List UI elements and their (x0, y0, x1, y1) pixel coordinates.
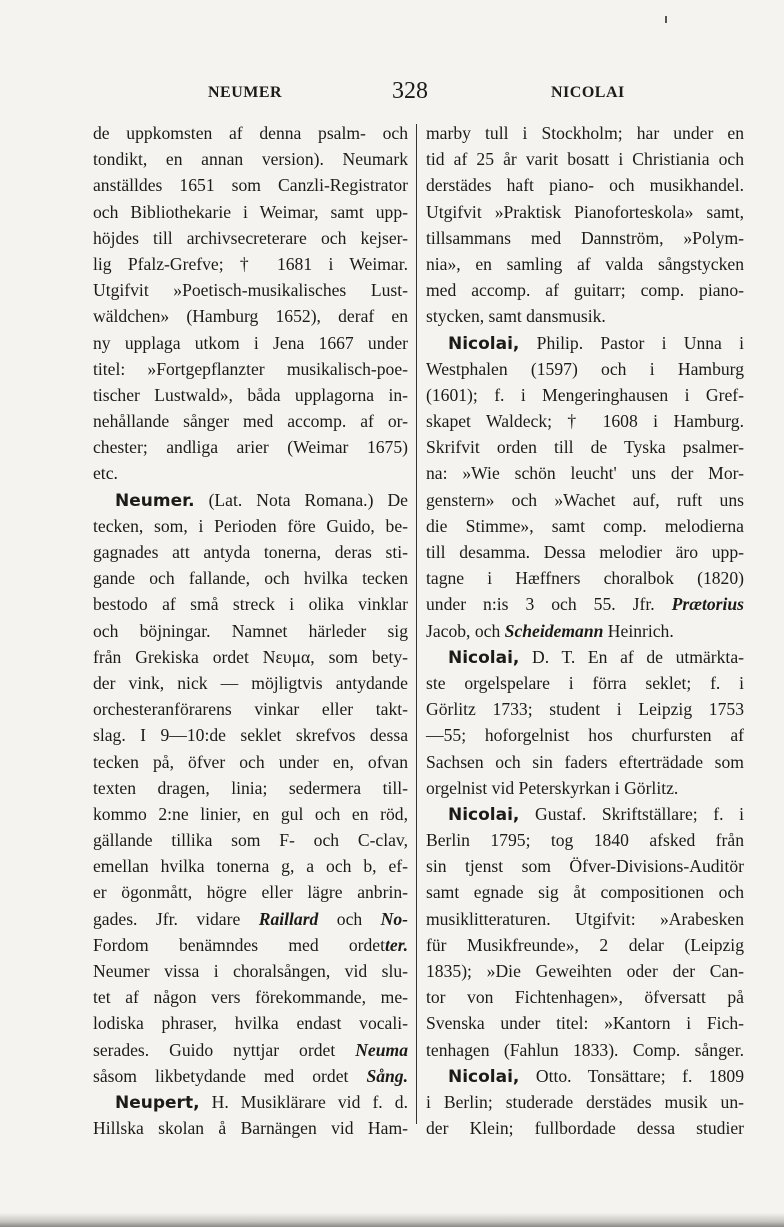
line-text: ny upplaga utkom i Jena 1667 under (93, 332, 408, 353)
text-line (93, 434, 408, 460)
line-text: under n:is 3 och 55. Jfr. (426, 594, 672, 615)
line-text: er ögonmått, högre eller lägre anbrin- (93, 882, 408, 903)
entry-headword: Neumer. (115, 490, 195, 511)
entry-first-line (426, 1063, 744, 1089)
text-line (93, 146, 408, 172)
line-text: i Berlin; studerade derstädes musik un- (426, 1091, 744, 1112)
line-text-continued: och (318, 908, 381, 929)
line-text: från Grekiska ordet Νευμα, som bety- (93, 646, 408, 667)
italic-reference: Neuma (355, 1039, 408, 1060)
line-text: lig Pfalz-Grefve; † 1681 i Weimar. (93, 253, 408, 274)
line-text: Fordom benämndes med ordet (93, 934, 386, 955)
line-text: (1601); f. i Mengeringhausen i Gref- (426, 384, 744, 405)
header-left-word: NEUMER (208, 84, 283, 101)
line-text: sin tjenst som Öfver-Divisions-Auditör (426, 856, 744, 877)
line-text: gande och fallande, och hvilka tecken (93, 568, 408, 589)
text-line (93, 618, 408, 644)
entry-headword: Neupert, (115, 1092, 200, 1113)
text-line (426, 225, 744, 251)
line-text: skapet Waldeck; † 1608 i Hamburg. (426, 411, 744, 432)
line-text: musiklitteraturen. Utgifvit: »Arabesken (426, 908, 744, 929)
text-line (426, 1037, 744, 1063)
page-edge-shadow (0, 1213, 784, 1227)
text-line (426, 277, 744, 303)
text-line (93, 513, 408, 539)
line-text: für Musikfreunde», 2 delar (Leipzig (426, 934, 744, 955)
text-line (93, 225, 408, 251)
line-text: tillsammans med Dannström, »Polym- (426, 227, 744, 248)
italic-reference: Prætorius (671, 594, 744, 615)
line-text: der vink, nick — möjligtvis antydande (93, 672, 408, 693)
text-line (426, 146, 744, 172)
line-text: med accomp. af guitarr; comp. piano- (426, 280, 744, 301)
line-text: H. Musiklärare vid f. d. (199, 1091, 408, 1112)
line-text: höjdes till archivsecreterare och kejser- (93, 227, 408, 248)
line-text: Berlin 1795; tog 1840 afsked från (426, 830, 744, 851)
line-text: till desamma. Dessa melodier äro upp- (426, 542, 744, 562)
line-text: die Stimme», samt comp. melodierna (426, 515, 744, 536)
text-line (93, 303, 408, 329)
header-right-word: NICOLAI (551, 84, 625, 101)
text-line (93, 722, 408, 748)
line-text: samt egnade sig åt compositionen och (426, 882, 744, 903)
text-line (93, 827, 408, 853)
text-line (93, 670, 408, 696)
line-text: nehållande sånger med accomp. af or- (93, 411, 408, 432)
text-line (93, 644, 408, 670)
line-text: Utgifvit »Praktisk Pianoforteskola» samt, (426, 201, 744, 222)
entry-headword: Nicolai, (448, 1066, 520, 1087)
line-text: derstädes haft piano- och musikhandel. (426, 175, 744, 196)
text-line (426, 460, 744, 486)
line-text: tischer Lustwald», båda upplagorna in- (93, 384, 408, 405)
text-line (426, 932, 744, 958)
text-line (93, 879, 408, 905)
text-line (93, 1037, 408, 1063)
line-text: Jacob, och (426, 620, 505, 641)
text-line (426, 1089, 744, 1115)
entry-headword: Nicolai, (448, 333, 520, 354)
line-text: marby tull i Stockholm; har under en (426, 123, 744, 143)
text-line (426, 199, 744, 225)
line-text: Neumer vissa i choralsången, vid slu- (93, 961, 408, 981)
line-text: gades. Jfr. vidare (93, 908, 259, 929)
line-text: och böjningar. Namnet härleder sig (93, 620, 408, 641)
text-line (93, 330, 408, 356)
text-line (93, 696, 408, 722)
text-line (93, 591, 408, 617)
text-line (93, 749, 408, 775)
line-text: serades. Guido nyttjar ordet (93, 1039, 356, 1060)
entry-headword: Nicolai, (448, 647, 520, 668)
text-line (426, 1010, 744, 1036)
right-column (426, 120, 744, 1141)
text-line (93, 251, 408, 277)
text-line (93, 958, 408, 984)
line-text: såsom likbetydande med ordet (93, 1065, 367, 1086)
text-line (93, 775, 408, 801)
line-text: tecken på, öfver och under en, ofvan (93, 751, 408, 772)
line-text: —55; hoforgelnist hos churfursten af (426, 725, 744, 746)
line-text: orgelnist vid Peterskyrkan i Görlitz. (426, 777, 679, 798)
text-line (426, 906, 744, 932)
line-text: stycken, samt dansmusik. (426, 306, 606, 327)
text-line (426, 303, 744, 329)
line-text: Utgifvit »Poetisch-musikalisches Lust- (93, 280, 408, 301)
line-text: lodiska phraser, hvilka endast vocali- (93, 1013, 408, 1034)
line-text: tecken, som, i Perioden före Guido, be- (93, 515, 408, 536)
line-text: (Lat. Nota Romana.) De (194, 489, 408, 510)
text-line (426, 487, 744, 513)
line-text: ste orgelspelare i förra seklet; f. i (426, 672, 744, 693)
text-line (426, 827, 744, 853)
line-text: D. T. En af de utmärkta- (519, 646, 744, 667)
text-line (426, 670, 744, 696)
line-text: Gustaf. Skriftställare; f. i (519, 803, 744, 824)
line-text: tenhagen (Fahlun 1833). Comp. sånger. (426, 1039, 744, 1060)
text-line (426, 853, 744, 879)
text-line (93, 539, 408, 565)
left-column (93, 120, 408, 1141)
text-line (93, 565, 408, 591)
line-text-continued: Heinrich. (603, 620, 674, 641)
line-text: der Klein; fullbordade dessa studier (426, 1118, 744, 1139)
line-text: Hillska skolan å Barnängen vid Ham- (93, 1118, 408, 1139)
text-line (93, 984, 408, 1010)
text-line (426, 1115, 744, 1141)
text-line (426, 879, 744, 905)
text-line (426, 172, 744, 198)
entry-headword: Nicolai, (448, 804, 520, 825)
text-line (426, 749, 744, 775)
line-text: slag. I 9—10:de seklet skrefvos dessa (93, 725, 408, 746)
line-text: och Bibliothekarie i Weimar, samt upp- (93, 201, 408, 222)
text-line (426, 984, 744, 1010)
text-line (426, 775, 744, 801)
text-line (93, 1010, 408, 1036)
line-text: Westphalen (1597) och i Hamburg (426, 358, 744, 379)
text-line (93, 853, 408, 879)
line-text: gagnades att antyda tonerna, deras sti- (93, 542, 408, 562)
text-line (426, 539, 744, 565)
text-line (93, 408, 408, 434)
text-line (426, 513, 744, 539)
text-line (426, 618, 744, 644)
entry-first-line (426, 801, 744, 827)
ink-mark (665, 16, 667, 23)
text-line (426, 251, 744, 277)
text-line (426, 120, 744, 146)
text-line (426, 591, 744, 617)
line-text: chester; andliga arier (Weimar 1675) (93, 437, 408, 458)
line-text: bestodo af små streck i olika vinklar (93, 594, 408, 615)
italic-reference: Scheidemann (504, 620, 604, 641)
line-text: na: »Wie schön leucht' uns der Mor- (426, 463, 744, 484)
text-line (93, 932, 408, 958)
page-number: 328 (392, 78, 428, 104)
line-text: texten dragen, linia; sedermera till- (93, 777, 408, 798)
entry-first-line (426, 330, 744, 356)
line-text: genstern» och »Wachet auf, ruft uns (426, 489, 744, 510)
text-line (426, 722, 744, 748)
line-text: anställdes 1651 som Canzli-Registrator (93, 175, 408, 196)
text-line (426, 565, 744, 591)
italic-reference: Raillard (258, 908, 319, 929)
text-line (93, 801, 408, 827)
text-line (93, 1115, 408, 1141)
entry-first-line (426, 644, 744, 670)
text-line (426, 696, 744, 722)
text-line (93, 172, 408, 198)
running-header (0, 78, 784, 112)
line-text: wäldchen» (Hamburg 1652), deraf en (93, 306, 408, 327)
line-text: 1835); »Die Geweihten oder der Can- (426, 961, 744, 981)
line-text: etc. (93, 463, 118, 484)
text-line (426, 434, 744, 460)
line-text: tet af någon vers förekommande, me- (93, 987, 408, 1008)
text-line (93, 277, 408, 303)
text-line (93, 906, 408, 932)
line-text: Philip. Pastor i Unna i (519, 332, 744, 353)
text-line (426, 408, 744, 434)
line-text: orchesteranförarens vinkar eller takt- (93, 699, 408, 720)
text-line (93, 120, 408, 146)
italic-reference: Sång. (366, 1065, 408, 1086)
line-text: Sachsen och sin faders efterträdade som (426, 751, 744, 772)
text-line (93, 382, 408, 408)
line-text: tid af 25 år varit bosatt i Christiania och (426, 149, 744, 170)
text-line (93, 199, 408, 225)
line-text: gällande tillika som F- och C-clav, (93, 830, 408, 851)
line-text: tor von Fichtenhagen», öfversatt på (426, 987, 744, 1008)
line-text: Otto. Tonsättare; f. 1809 (519, 1065, 744, 1086)
entry-first-line (93, 487, 408, 513)
line-text: tondikt, en annan version). Neumark (93, 149, 408, 170)
text-line (426, 958, 744, 984)
column-divider (416, 124, 417, 1124)
line-text: nia», en samling af valda sångstycken (426, 253, 744, 274)
line-text: Skrifvit orden till de Tyska psalmer- (426, 437, 744, 458)
line-text: Svenska under titel: »Kantorn i Fich- (426, 1013, 744, 1034)
text-line (93, 1063, 408, 1089)
line-text: tagne i Hæffners choralbok (1820) (426, 568, 744, 589)
text-line (426, 382, 744, 408)
italic-reference: ter. (385, 934, 408, 955)
entry-first-line (93, 1089, 408, 1115)
text-line (93, 356, 408, 382)
italic-reference: No- (380, 908, 409, 929)
line-text: titel: »Fortgepflanzter musikalisch-poe- (93, 358, 408, 379)
line-text: kommo 2:ne linier, en gul och en röd, (93, 803, 408, 824)
line-text: Görlitz 1733; student i Leipzig 1753 (426, 699, 744, 720)
line-text: emellan hvilka tonerna g, a och b, ef- (93, 856, 408, 877)
line-text: de uppkomsten af denna psalm- och (93, 123, 408, 143)
text-line (426, 356, 744, 382)
text-line (93, 460, 408, 486)
